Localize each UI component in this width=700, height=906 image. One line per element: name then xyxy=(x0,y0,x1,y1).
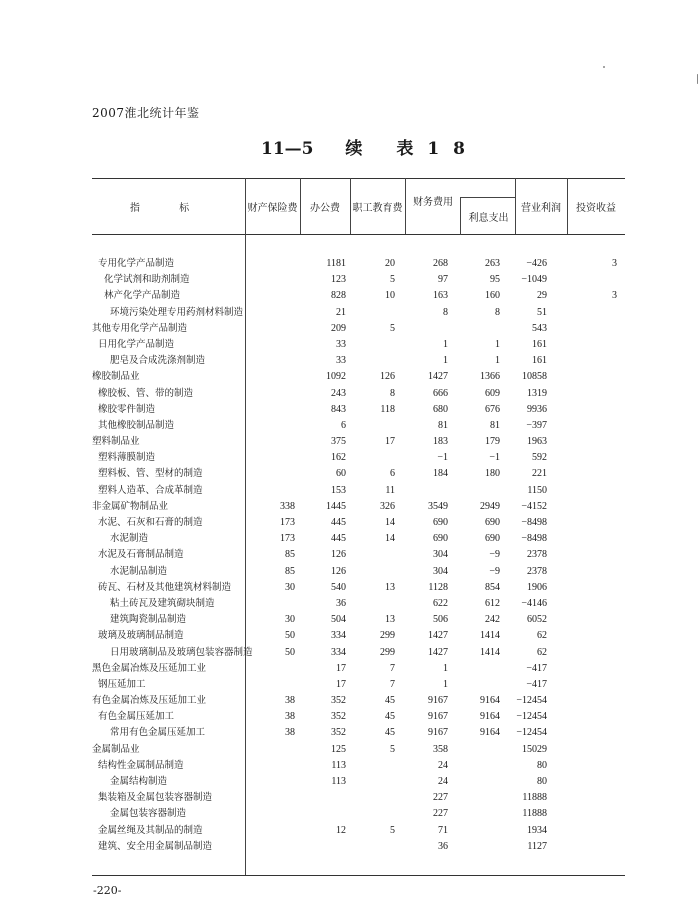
cell-investment-income: 3 xyxy=(612,258,617,269)
cell-staff-education: 20 xyxy=(385,258,395,269)
cell-operating-profit: 2378 xyxy=(527,565,547,577)
cell-operating-profit: 6052 xyxy=(527,614,547,626)
cell-operating-profit: −8498 xyxy=(521,533,547,545)
table-body xyxy=(92,256,625,855)
cell-operating-profit: −4152 xyxy=(521,500,547,512)
table-row xyxy=(92,758,625,774)
table-row xyxy=(92,823,625,839)
row-label: 水泥、石灰和石膏的制造 xyxy=(98,517,203,528)
table-row xyxy=(92,677,625,693)
cell-office-expense: 375 xyxy=(331,436,346,448)
table-row xyxy=(92,547,625,563)
cell-office-expense: 21 xyxy=(336,306,346,318)
header-operating-profit: 营业利润 xyxy=(521,202,561,214)
table-row xyxy=(92,499,625,515)
row-label: 水泥制造 xyxy=(110,533,149,545)
cell-staff-education: 5 xyxy=(390,274,395,286)
cell-property-insurance: 50 xyxy=(285,630,295,642)
cell-operating-profit: −426 xyxy=(526,258,547,269)
cell-office-expense: 125 xyxy=(331,743,346,755)
row-label: 橡胶制品业 xyxy=(92,371,140,383)
cell-financial-expense: 690 xyxy=(433,517,448,528)
cell-operating-profit: 1963 xyxy=(527,436,547,448)
cell-office-expense: 828 xyxy=(331,290,346,302)
row-label: 金属结构制造 xyxy=(110,776,168,787)
header-financial-expense: 财务费用 xyxy=(413,196,453,208)
cell-operating-profit: 80 xyxy=(537,776,547,787)
cell-office-expense: 504 xyxy=(331,614,346,626)
row-label: 金属制品业 xyxy=(92,743,140,755)
cell-property-insurance: 85 xyxy=(285,565,295,577)
cell-office-expense: 162 xyxy=(331,452,346,464)
cell-operating-profit: −417 xyxy=(526,662,547,674)
cell-operating-profit: 62 xyxy=(537,630,547,642)
cell-financial-expense: 506 xyxy=(433,614,448,626)
cell-interest-expense: 160 xyxy=(485,290,500,302)
table-number: 11—5 xyxy=(261,139,314,159)
cell-operating-profit: 543 xyxy=(532,322,547,334)
cell-property-insurance: 38 xyxy=(285,695,295,707)
row-label: 黑色金属冶炼及压延加工业 xyxy=(92,662,207,674)
page-number: -220- xyxy=(93,884,122,897)
row-label: 林产化学产品制造 xyxy=(104,290,181,302)
cell-interest-expense: 609 xyxy=(485,387,500,399)
cell-office-expense: 445 xyxy=(331,533,346,545)
row-label: 常用有色金属压延加工 xyxy=(110,727,206,739)
cell-interest-expense: 1414 xyxy=(480,630,500,642)
cell-property-insurance: 85 xyxy=(285,549,295,561)
cell-operating-profit: 161 xyxy=(532,355,547,367)
cell-operating-profit: 1319 xyxy=(527,387,547,399)
table-row xyxy=(92,272,625,288)
table-header-rule xyxy=(92,234,625,235)
table-row xyxy=(92,564,625,580)
cell-staff-education: 7 xyxy=(390,662,395,674)
table-row xyxy=(92,580,625,596)
cell-financial-expense: 227 xyxy=(433,792,448,804)
cell-financial-expense: 358 xyxy=(433,743,448,755)
cell-staff-education: 45 xyxy=(385,695,395,707)
cell-office-expense: 540 xyxy=(331,581,346,593)
cell-operating-profit: 9936 xyxy=(527,403,547,415)
cell-financial-expense: 183 xyxy=(433,436,448,448)
table-row xyxy=(92,790,625,806)
cell-financial-expense: 1427 xyxy=(428,371,448,383)
cell-staff-education: 11 xyxy=(385,484,395,496)
cell-financial-expense: −1 xyxy=(437,452,448,464)
cell-office-expense: 843 xyxy=(331,403,346,415)
cell-office-expense: 209 xyxy=(331,322,346,334)
cell-office-expense: 243 xyxy=(331,387,346,399)
table-bottom-rule xyxy=(92,875,625,876)
row-label: 环境污染处理专用药剂材料制造 xyxy=(110,306,244,318)
cell-office-expense: 126 xyxy=(331,565,346,577)
cell-office-expense: 113 xyxy=(331,776,346,787)
cell-financial-expense: 1427 xyxy=(428,646,448,658)
cell-operating-profit: 1934 xyxy=(527,824,547,836)
cell-operating-profit: −4146 xyxy=(521,597,547,609)
cell-operating-profit: 11888 xyxy=(522,792,547,804)
cell-office-expense: 126 xyxy=(331,549,346,561)
cell-interest-expense: 690 xyxy=(485,517,500,528)
scan-speck xyxy=(603,66,605,68)
cell-financial-expense: 622 xyxy=(433,597,448,609)
row-label: 塑料薄膜制造 xyxy=(98,452,156,464)
cell-office-expense: 352 xyxy=(331,695,346,707)
cell-operating-profit: 62 xyxy=(537,646,547,658)
table-row xyxy=(92,693,625,709)
table-row xyxy=(92,321,625,337)
table-row xyxy=(92,515,625,531)
row-label: 建筑、安全用金属制品制造 xyxy=(98,840,213,852)
cell-financial-expense: 8 xyxy=(443,306,448,318)
cell-property-insurance: 173 xyxy=(280,517,295,528)
cell-staff-education: 45 xyxy=(385,711,395,723)
table-row xyxy=(92,337,625,353)
cell-staff-education: 13 xyxy=(385,581,395,593)
cell-operating-profit: 1127 xyxy=(527,840,547,852)
cell-office-expense: 352 xyxy=(331,711,346,723)
cell-financial-expense: 690 xyxy=(433,533,448,545)
cell-staff-education: 8 xyxy=(390,387,395,399)
cell-operating-profit: 1906 xyxy=(527,581,547,593)
cell-interest-expense: 1 xyxy=(495,355,500,367)
cell-financial-expense: 163 xyxy=(433,290,448,302)
cell-staff-education: 14 xyxy=(385,517,395,528)
table-row xyxy=(92,288,625,304)
cell-operating-profit: 11888 xyxy=(522,808,547,820)
scan-speck xyxy=(697,74,698,84)
cell-financial-expense: 1 xyxy=(443,355,448,367)
table-row xyxy=(92,612,625,628)
cell-office-expense: 6 xyxy=(341,419,346,431)
cell-financial-expense: 304 xyxy=(433,549,448,561)
table-row xyxy=(92,386,625,402)
cell-operating-profit: −417 xyxy=(526,678,547,690)
cell-staff-education: 126 xyxy=(380,371,395,383)
cell-financial-expense: 1 xyxy=(443,662,448,674)
cell-financial-expense: 9167 xyxy=(428,711,448,723)
table-row xyxy=(92,806,625,822)
cell-staff-education: 45 xyxy=(385,727,395,739)
cell-office-expense: 1092 xyxy=(326,371,346,383)
header-staff-education: 职工教育费 xyxy=(352,202,403,214)
table-row xyxy=(92,466,625,482)
cell-office-expense: 1445 xyxy=(326,500,346,512)
cell-property-insurance: 50 xyxy=(285,646,295,658)
cell-operating-profit: 221 xyxy=(532,468,547,480)
row-label: 钢压延加工 xyxy=(98,678,146,690)
header-interest-expense: 利息支出 xyxy=(460,197,516,235)
table-title xyxy=(0,134,700,159)
cell-office-expense: 17 xyxy=(336,662,346,674)
cell-office-expense: 1181 xyxy=(326,258,346,269)
table-row xyxy=(92,305,625,321)
table-row xyxy=(92,531,625,547)
cell-operating-profit: −1049 xyxy=(521,274,547,286)
cell-interest-expense: 1414 xyxy=(480,646,500,658)
cell-financial-expense: 1427 xyxy=(428,630,448,642)
table-row xyxy=(92,774,625,790)
cell-staff-education: 17 xyxy=(385,436,395,448)
cell-interest-expense: 2949 xyxy=(480,500,500,512)
cell-financial-expense: 81 xyxy=(438,419,448,431)
row-label: 粘土砖瓦及建筑砌块制造 xyxy=(110,597,215,609)
row-label: 有色金属压延加工 xyxy=(98,711,175,723)
cell-office-expense: 17 xyxy=(336,678,346,690)
table-row xyxy=(92,661,625,677)
header-investment-income: 投资收益 xyxy=(576,202,616,214)
cell-financial-expense: 1128 xyxy=(428,581,448,593)
row-label: 水泥制品制造 xyxy=(110,565,168,577)
cell-financial-expense: 9167 xyxy=(428,727,448,739)
header-property-insurance: 财产保险费 xyxy=(247,202,298,214)
cell-interest-expense: 9164 xyxy=(480,727,500,739)
cell-financial-expense: 3549 xyxy=(428,500,448,512)
cell-office-expense: 36 xyxy=(336,597,346,609)
cell-financial-expense: 227 xyxy=(433,808,448,820)
cell-interest-expense: −9 xyxy=(489,565,500,577)
cell-interest-expense: 263 xyxy=(485,258,500,269)
table-row xyxy=(92,434,625,450)
cell-interest-expense: 180 xyxy=(485,468,500,480)
row-label: 橡胶零件制造 xyxy=(98,403,156,415)
cell-interest-expense: 8 xyxy=(495,306,500,318)
cell-office-expense: 33 xyxy=(336,338,346,350)
cell-office-expense: 445 xyxy=(331,517,346,528)
cell-operating-profit: 80 xyxy=(537,759,547,771)
header-stub: 指 标 xyxy=(129,202,208,214)
table-row xyxy=(92,709,625,725)
row-label: 金属丝绳及其制品的制造 xyxy=(98,824,203,836)
cell-financial-expense: 1 xyxy=(443,678,448,690)
row-label: 非金属矿物制品业 xyxy=(92,500,169,512)
header-office-expense: 办公费 xyxy=(310,202,340,214)
table-row xyxy=(92,418,625,434)
table-row xyxy=(92,839,625,855)
cell-financial-expense: 24 xyxy=(438,776,448,787)
cell-interest-expense: 1366 xyxy=(480,371,500,383)
cell-operating-profit: 1150 xyxy=(527,484,547,496)
row-label: 橡胶板、管、带的制造 xyxy=(98,387,194,399)
cell-interest-expense: 9164 xyxy=(480,695,500,707)
cell-financial-expense: 24 xyxy=(438,759,448,771)
table-row xyxy=(92,725,625,741)
row-label: 集装箱及金属包装容器制造 xyxy=(98,792,213,804)
cell-interest-expense: 179 xyxy=(485,436,500,448)
cell-office-expense: 113 xyxy=(331,759,346,771)
row-label: 肥皂及合成洗涤剂制造 xyxy=(110,355,206,367)
cell-staff-education: 118 xyxy=(380,403,395,415)
row-label: 水泥及石膏制品制造 xyxy=(98,549,184,561)
cell-operating-profit: −8498 xyxy=(521,517,547,528)
row-label: 结构性金属制品制造 xyxy=(98,759,184,771)
cell-staff-education: 14 xyxy=(385,533,395,545)
running-head: 2007淮北统计年鉴 xyxy=(92,106,200,120)
row-label: 有色金属冶炼及压延加工业 xyxy=(92,695,207,707)
row-label: 塑料人造革、合成革制造 xyxy=(98,484,203,496)
table-row xyxy=(92,450,625,466)
cell-office-expense: 12 xyxy=(336,824,346,836)
cell-interest-expense: −1 xyxy=(489,452,500,464)
cell-property-insurance: 38 xyxy=(285,711,295,723)
row-label: 玻璃及玻璃制品制造 xyxy=(98,630,184,642)
cell-interest-expense: 612 xyxy=(485,597,500,609)
cell-office-expense: 352 xyxy=(331,727,346,739)
cell-financial-expense: 36 xyxy=(438,840,448,852)
cell-staff-education: 299 xyxy=(380,630,395,642)
cell-property-insurance: 30 xyxy=(285,581,295,593)
table-row xyxy=(92,742,625,758)
cell-office-expense: 153 xyxy=(331,484,346,496)
row-label: 日用玻璃制品及玻璃包装容器制造 xyxy=(110,646,253,658)
table-row xyxy=(92,596,625,612)
row-label: 建筑陶瓷制品制造 xyxy=(110,614,187,626)
cell-property-insurance: 30 xyxy=(285,614,295,626)
row-label: 金属包装容器制造 xyxy=(110,808,187,820)
cell-office-expense: 123 xyxy=(331,274,346,286)
row-label: 专用化学产品制造 xyxy=(98,258,175,269)
cell-financial-expense: 268 xyxy=(433,258,448,269)
cell-operating-profit: −12454 xyxy=(516,727,547,739)
row-label: 其他橡胶制品制造 xyxy=(98,419,175,431)
cell-interest-expense: 690 xyxy=(485,533,500,545)
cell-financial-expense: 184 xyxy=(433,468,448,480)
cell-interest-expense: 854 xyxy=(485,581,500,593)
cell-office-expense: 33 xyxy=(336,355,346,367)
cell-interest-expense: 242 xyxy=(485,614,500,626)
cell-staff-education: 5 xyxy=(390,322,395,334)
table-row xyxy=(92,628,625,644)
table-continued-label: 续 表18 xyxy=(345,139,479,159)
cell-interest-expense: −9 xyxy=(489,549,500,561)
table-row xyxy=(92,256,625,272)
cell-office-expense: 60 xyxy=(336,468,346,480)
cell-staff-education: 6 xyxy=(390,468,395,480)
cell-property-insurance: 38 xyxy=(285,727,295,739)
cell-operating-profit: 161 xyxy=(532,338,547,350)
cell-staff-education: 299 xyxy=(380,646,395,658)
row-label: 化学试剂和助剂制造 xyxy=(104,274,190,286)
table-row xyxy=(92,402,625,418)
cell-financial-expense: 71 xyxy=(438,824,448,836)
row-label: 其他专用化学产品制造 xyxy=(92,322,188,334)
cell-operating-profit: 51 xyxy=(537,306,547,318)
cell-property-insurance: 338 xyxy=(280,500,295,512)
cell-operating-profit: 29 xyxy=(537,290,547,302)
cell-financial-expense: 97 xyxy=(438,274,448,286)
cell-operating-profit: 10858 xyxy=(522,371,547,383)
cell-interest-expense: 1 xyxy=(495,338,500,350)
cell-staff-education: 13 xyxy=(385,614,395,626)
table-row xyxy=(92,483,625,499)
row-label: 塑料板、管、型材的制造 xyxy=(98,468,203,480)
cell-financial-expense: 666 xyxy=(433,387,448,399)
cell-interest-expense: 81 xyxy=(490,419,500,431)
cell-operating-profit: −12454 xyxy=(516,711,547,723)
table-row xyxy=(92,353,625,369)
row-label: 塑料制品业 xyxy=(92,436,140,448)
cell-office-expense: 334 xyxy=(331,646,346,658)
cell-operating-profit: 15029 xyxy=(522,743,547,755)
cell-staff-education: 7 xyxy=(390,678,395,690)
cell-operating-profit: −12454 xyxy=(516,695,547,707)
cell-staff-education: 5 xyxy=(390,824,395,836)
cell-operating-profit: 2378 xyxy=(527,549,547,561)
table-row xyxy=(92,645,625,661)
row-label: 砖瓦、石材及其他建筑材料制造 xyxy=(98,581,232,593)
cell-financial-expense: 9167 xyxy=(428,695,448,707)
cell-office-expense: 334 xyxy=(331,630,346,642)
cell-investment-income: 3 xyxy=(612,290,617,302)
row-label: 日用化学产品制造 xyxy=(98,338,175,350)
cell-interest-expense: 95 xyxy=(490,274,500,286)
cell-staff-education: 326 xyxy=(380,500,395,512)
cell-interest-expense: 676 xyxy=(485,403,500,415)
cell-operating-profit: 592 xyxy=(532,452,547,464)
cell-staff-education: 10 xyxy=(385,290,395,302)
cell-financial-expense: 304 xyxy=(433,565,448,577)
cell-property-insurance: 173 xyxy=(280,533,295,545)
cell-financial-expense: 680 xyxy=(433,403,448,415)
cell-interest-expense: 9164 xyxy=(480,711,500,723)
table-row xyxy=(92,369,625,385)
cell-staff-education: 5 xyxy=(390,743,395,755)
cell-operating-profit: −397 xyxy=(526,419,547,431)
cell-financial-expense: 1 xyxy=(443,338,448,350)
